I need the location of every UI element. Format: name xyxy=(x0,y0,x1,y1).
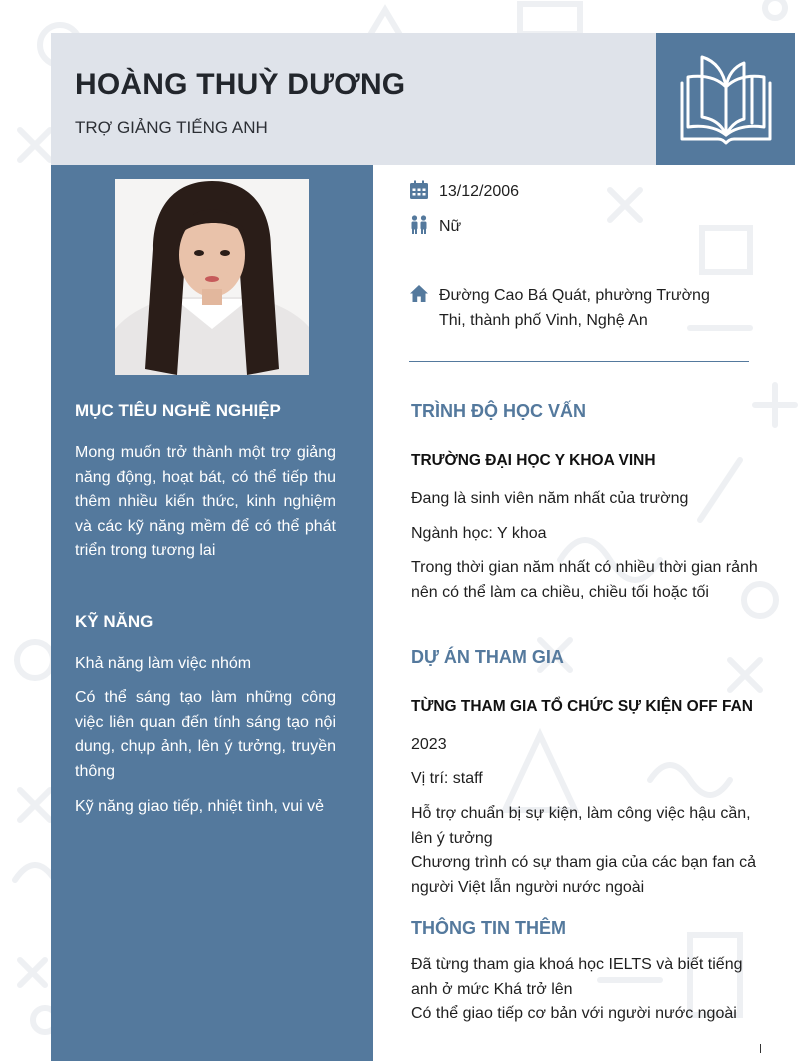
project-year: 2023 xyxy=(411,736,447,753)
open-book-icon xyxy=(678,53,774,145)
birthday-row xyxy=(409,179,519,204)
education-status: Đang là sinh viên năm nhất của trường xyxy=(411,490,689,507)
address-line: Đường Cao Bá Quát, phường Trường xyxy=(439,287,710,304)
extra-info: Đã từng tham gia khoá học IELTS và biết tiếng anh ở mức Khá trở lên xyxy=(411,956,743,998)
address-line: Thi, thành phố Vinh, Nghệ An xyxy=(439,312,648,329)
home-icon xyxy=(409,284,429,304)
project-title: TỪNG THAM GIA TỔ CHỨC SỰ KIỆN OFF FAN xyxy=(411,698,753,715)
gender-value: Nữ xyxy=(439,218,462,235)
education-note: Trong thời gian năm nhất có nhiều thời gian rảnh nên có thể làm ca chiều, chiều tối hoặc tối xyxy=(411,559,758,601)
project-description: Hỗ trợ chuẩn bị sự kiện, làm công việc hậu cần, lên ý tưởng xyxy=(411,805,751,847)
extra-heading: THÔNG TIN THÊM xyxy=(411,918,566,938)
skill-item: Khả năng làm việc nhóm xyxy=(75,655,252,672)
section-divider xyxy=(409,361,749,362)
education-major: Ngành học: Y khoa xyxy=(411,525,547,542)
school-name: TRƯỜNG ĐẠI HỌC Y KHOA VINH xyxy=(411,452,656,469)
calendar-icon xyxy=(409,180,429,200)
birthday-value: 13/12/2006 xyxy=(439,183,520,200)
projects-heading: DỰ ÁN THAM GIA xyxy=(411,647,564,667)
objective-text: Mong muốn trở thành một trợ giảng năng động, hoạt bát, có thể tiếp thu thêm nhiều kiến thức, kinh nghiệm và các kỹ năng mềm để có thể phát triển trong tương lai xyxy=(75,444,336,559)
skill-item: Kỹ năng giao tiếp, nhiệt tình, vui vẻ xyxy=(75,798,325,815)
project-description: Chương trình có sự tham gia của các bạn fan cả người Việt lẫn người nước ngoài xyxy=(411,854,756,896)
gender-row xyxy=(409,214,461,239)
job-title: TRỢ GIẢNG TIẾNG ANH xyxy=(75,118,268,137)
page-mark xyxy=(760,1044,761,1053)
logo-box xyxy=(656,33,795,165)
address-value xyxy=(439,283,710,333)
project-role: Vị trí: staff xyxy=(411,770,483,787)
people-icon xyxy=(409,215,429,235)
skill-item: Có thể sáng tạo làm những công việc liên quan đến tính sáng tạo nội dung, chụp ảnh, lên ý tưởng, truyền thông xyxy=(75,689,336,780)
extra-info: Có thể giao tiếp cơ bản với người nước ngoài xyxy=(411,1005,737,1022)
candidate-name: HOÀNG THUỲ DƯƠNG xyxy=(75,68,406,101)
skills-heading: KỸ NĂNG xyxy=(75,612,154,631)
address-row xyxy=(409,283,710,333)
objective-heading: MỤC TIÊU NGHỀ NGHIỆP xyxy=(75,401,281,420)
profile-photo xyxy=(115,179,309,375)
education-heading: TRÌNH ĐỘ HỌC VẤN xyxy=(411,401,586,421)
